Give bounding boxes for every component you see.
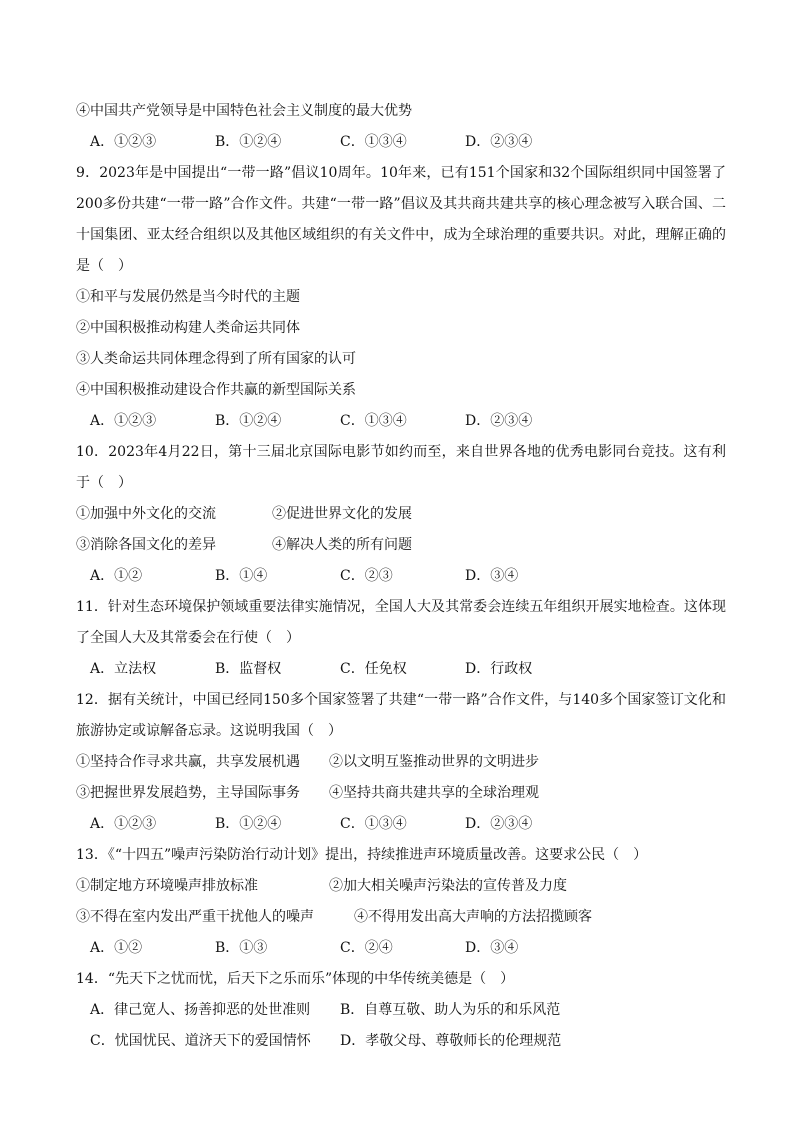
q12-statement-row-2 [76,778,726,809]
q13-option-c: C．②④ [340,940,393,956]
q13-option-a: A．①② [90,940,143,956]
q10-option-c: C．②③ [340,568,393,584]
q14-options-row-1 [76,995,726,1026]
q10-option-d: D．③④ [465,568,519,584]
q14-option-c: C．忧国忧民、道济天下的爱国情怀 [90,1033,311,1049]
q10-statement-2: ②促进世界文化的发展 [272,506,412,522]
q9-option-b: B．①②④ [215,413,282,429]
q12-statement-4: ④坚持共商共建共享的全球治理观 [329,785,539,801]
q10-statement-4: ④解决人类的所有问题 [272,537,412,553]
q14-option-a: A．律己宽人、扬善抑恶的处世准则 [90,1002,311,1018]
q11-option-b: B．监督权 [215,661,282,677]
q9-statement-1: ①和平与发展仍然是当今时代的主题 [76,289,300,305]
q10-text: 10．2023年4月22日，第十三届北京国际电影节如约而至，来自世界各地的优秀电影同台竞技。这有利于（ ） [76,444,726,491]
q10-option-a: A．①② [90,568,143,584]
q9-option-c: C．①③④ [340,413,407,429]
q12-statement-1: ①坚持合作寻求共赢，共享发展机遇 [76,754,300,770]
q12-option-b: B．①②④ [215,816,282,832]
q12-option-c: C．①③④ [340,816,407,832]
q13-statement-row-2 [76,902,726,933]
q8-option-d: D．②③④ [465,134,533,150]
q12-options [76,809,726,840]
q13-statement-4: ④不得用发出高大声响的方法招揽顾客 [354,909,592,925]
q12-option-d: D．②③④ [465,816,533,832]
q11-options [76,654,726,685]
q13-statement-1: ①制定地方环境噪声排放标准 [76,878,258,894]
q13-statement-3: ③不得在室内发出严重干扰他人的噪声 [76,909,314,925]
q13-statement-row-1 [76,871,726,902]
q10-statement-row-1 [76,499,726,530]
q10-statement-1: ①加强中外文化的交流 [76,506,216,522]
q13-text: 13．《“十四五”噪声污染防治行动计划》提出，持续推进声环境质量改善。这要求公民（ ） [76,847,648,863]
q12-statement-row-1 [76,747,726,778]
q9-option-d: D．②③④ [465,413,533,429]
q14-options-row-2 [76,1026,726,1057]
q14-option-d: D．孝敬父母、尊敬师长的伦理规范 [340,1033,562,1049]
q12-text: 12．据有关统计，中国已经同150多个国家签署了共建“一带一路”合作文件，与140多个国家签订文化和旅游协定或谅解备忘录。这说明我国（ ） [76,692,726,739]
q8-option-b: B．①②④ [215,134,282,150]
q13-option-d: D．③④ [465,940,519,956]
q9-option-a: A．①②③ [90,413,157,429]
q9-statement-4: ④中国积极推动建设合作共赢的新型国际关系 [76,382,356,398]
q9-options [76,406,726,437]
q11-option-d: D．行政权 [465,661,533,677]
q12-statement-2: ②以文明互鉴推动世界的文明进步 [329,754,539,770]
q8-option-a: A．①②③ [90,134,157,150]
q8-options [76,127,726,158]
q14-text: 14．“先天下之忧而忧，后天下之乐而乐”体现的中华传统美德是（ ） [76,971,515,987]
q9-text: 9．2023年是中国提出“一带一路”倡议10周年。10年来，已有151个国家和32个国际组织同中国签署了200多份共建“一带一路”合作文件。共建“一带一路”倡议及其共商共建共享的核心理念被写入联合国、二十国集团、亚太经合组织以及其他区域组织的有关文件中，成为全球治理的重要共识。对此，理解正确的是（ ） [76,165,726,274]
q14-option-b: B．自尊互敬、助人为乐的和乐风范 [340,1002,561,1018]
q10-option-b: B．①④ [215,568,268,584]
q11-option-c: C．任免权 [340,661,407,677]
q10-statement-3: ③消除各国文化的差异 [76,537,216,553]
q8-statement-4: ④中国共产党领导是中国特色社会主义制度的最大优势 [76,103,412,119]
q11-text: 11．针对生态环境保护领域重要法律实施情况，全国人大及其常委会连续五年组织开展实地检查。这体现了全国人大及其常委会在行使（ ） [76,599,726,646]
q13-options [76,933,726,964]
q8-option-c: C．①③④ [340,134,407,150]
q13-statement-2: ②加大相关噪声污染法的宣传普及力度 [329,878,567,894]
q11-option-a: A．立法权 [90,661,157,677]
q12-statement-3: ③把握世界发展趋势，主导国际事务 [76,785,300,801]
exam-page [76,96,726,1057]
q9-statement-2: ②中国积极推动构建人类命运共同体 [76,320,300,336]
q12-option-a: A．①②③ [90,816,157,832]
q10-statement-row-2 [76,530,726,561]
q9-statement-3: ③人类命运共同体理念得到了所有国家的认可 [76,351,356,367]
q10-options [76,561,726,592]
q13-option-b: B．①③ [215,940,268,956]
